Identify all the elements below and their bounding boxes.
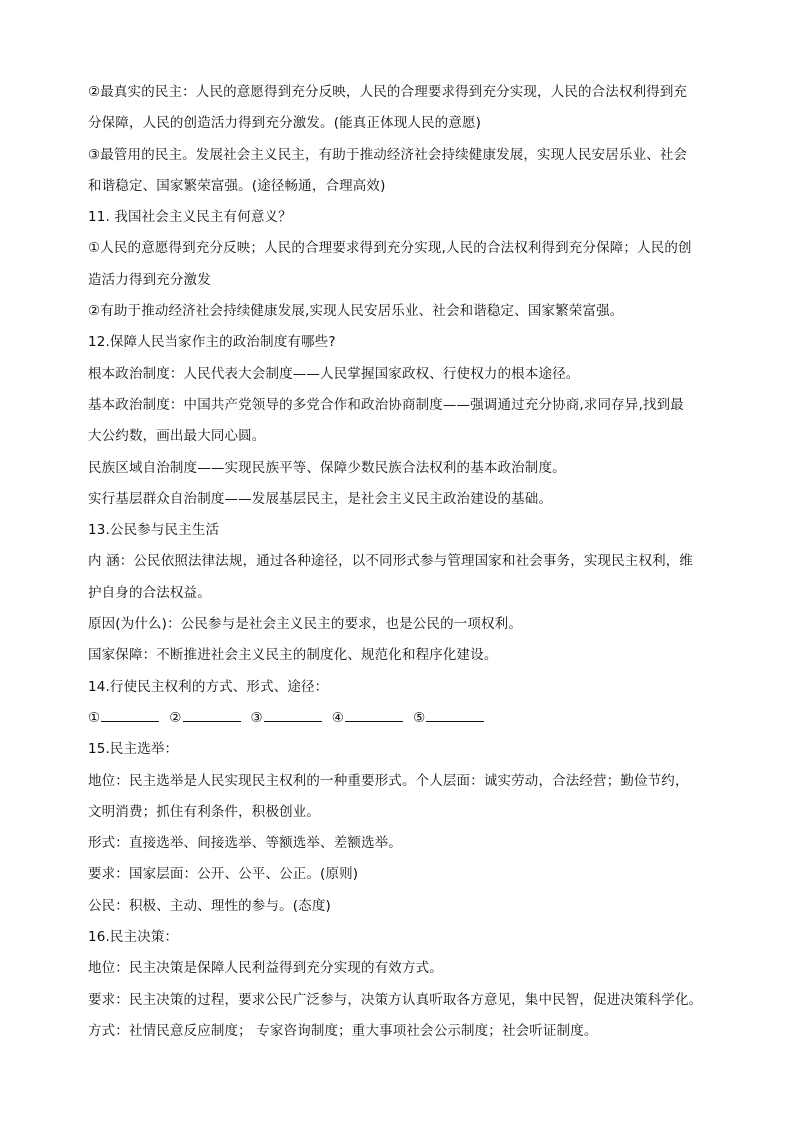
text-line: 分保障，人民的创造活力得到充分激发。(能真正体现人民的意愿)	[88, 115, 482, 132]
text-line: 根本政治制度：人民代表大会制度——人民掌握国家政权、行使权力的根本途径。	[88, 365, 580, 382]
text-line: 造活力得到充分激发	[88, 271, 211, 288]
text-line: 要求：国家层面：公开、公平、公正。(原则)	[88, 866, 359, 883]
text-line: ③最管用的民主。发展社会主义民主，有助于推动经济社会持续健康发展，实现人民安居乐业、社会	[88, 146, 688, 163]
blank-number: ③	[250, 709, 263, 726]
question-heading: 15.民主选举：	[88, 741, 179, 758]
question-heading: 13.公民参与民主生活	[88, 522, 220, 539]
text-line: 方式：社情民意反应制度； 专家咨询制度；重大事项社会公示制度；社会听证制度。	[88, 1022, 598, 1039]
text-line: 大公约数，画出最大同心圆。	[88, 428, 266, 445]
blank-item	[88, 703, 159, 734]
blank-item	[251, 703, 322, 734]
question-heading: 14.行使民主权利的方式、形式、途径：	[88, 678, 329, 695]
text-line: 民族区域自治制度——实现民族平等、保障少数民族合法权利的基本政治制度。	[88, 459, 566, 476]
blank-item	[332, 703, 403, 734]
text-line: 要求：民主决策的过程，要求公民广泛参与，决策方认真听取各方意见，集中民智，促进决策科学化。	[88, 991, 703, 1008]
blank-number: ①	[88, 709, 101, 726]
text-line: 文明消费；抓住有利条件，积极创业。	[88, 803, 321, 820]
blank-number: ④	[331, 709, 345, 726]
text-line: 公民：积极、主动、理性的参与。(态度)	[88, 897, 331, 914]
blank-line	[101, 707, 159, 722]
text-line: 原因(为什么)：公民参与是社会主义民主的要求，也是公民的一项权利。	[88, 616, 522, 633]
blank-line	[183, 707, 241, 722]
text-line: 护自身的合法权益。	[88, 584, 211, 601]
text-line: 基本政治制度：中国共产党领导的多党合作和政治协商制度——强调通过充分协商,求同存异,找到最	[88, 396, 684, 413]
text-line: 国家保障：不断推进社会主义民主的制度化、规范化和程序化建设。	[88, 647, 498, 664]
blank-number: ⑤	[413, 709, 426, 726]
text-line: 形式：直接选举、间接选举、等额选举、差额选举。	[88, 835, 402, 852]
question-heading: 11. 我国社会主义民主有何意义？	[88, 209, 292, 226]
text-line: 和谐稳定、国家繁荣富强。(途径畅通，合理高效)	[88, 177, 386, 194]
text-line: 地位：民主决策是保障人民利益得到充分实现的有效方式。	[88, 960, 443, 977]
blank-line	[345, 707, 403, 722]
question-heading: 12.保障人民当家作主的政治制度有哪些?	[88, 334, 336, 351]
text-line: 实行基层群众自治制度——发展基层民主，是社会主义民主政治建设的基础。	[88, 490, 553, 507]
fill-in-blanks-row	[88, 703, 718, 734]
text-line: ②有助于推动经济社会持续健康发展,实现人民安居乐业、社会和谐稳定、国家繁荣富强。	[88, 303, 624, 320]
text-line: 内 涵：公民依照法律法规，通过各种途径，以不同形式参与管理国家和社会事务，实现民主权利，维	[88, 553, 694, 570]
blank-item	[413, 703, 484, 734]
blank-number: ②	[169, 709, 182, 726]
text-line: 地位：民主选举是人民实现民主权利的一种重要形式。个人层面：诚实劳动，合法经营；勤俭节约，	[88, 772, 689, 789]
blank-line	[426, 707, 484, 722]
text-line: ①人民的意愿得到充分反映；人民的合理要求得到充分实现,人民的合法权利得到充分保障；人民的创	[88, 240, 692, 257]
text-line: ②最真实的民主：人民的意愿得到充分反映，人民的合理要求得到充分实现，人民的合法权利得到充	[88, 84, 688, 100]
question-heading: 16.民主决策：	[88, 929, 179, 946]
blank-item	[169, 703, 240, 734]
document-page	[88, 77, 718, 1047]
blank-line	[264, 707, 322, 722]
